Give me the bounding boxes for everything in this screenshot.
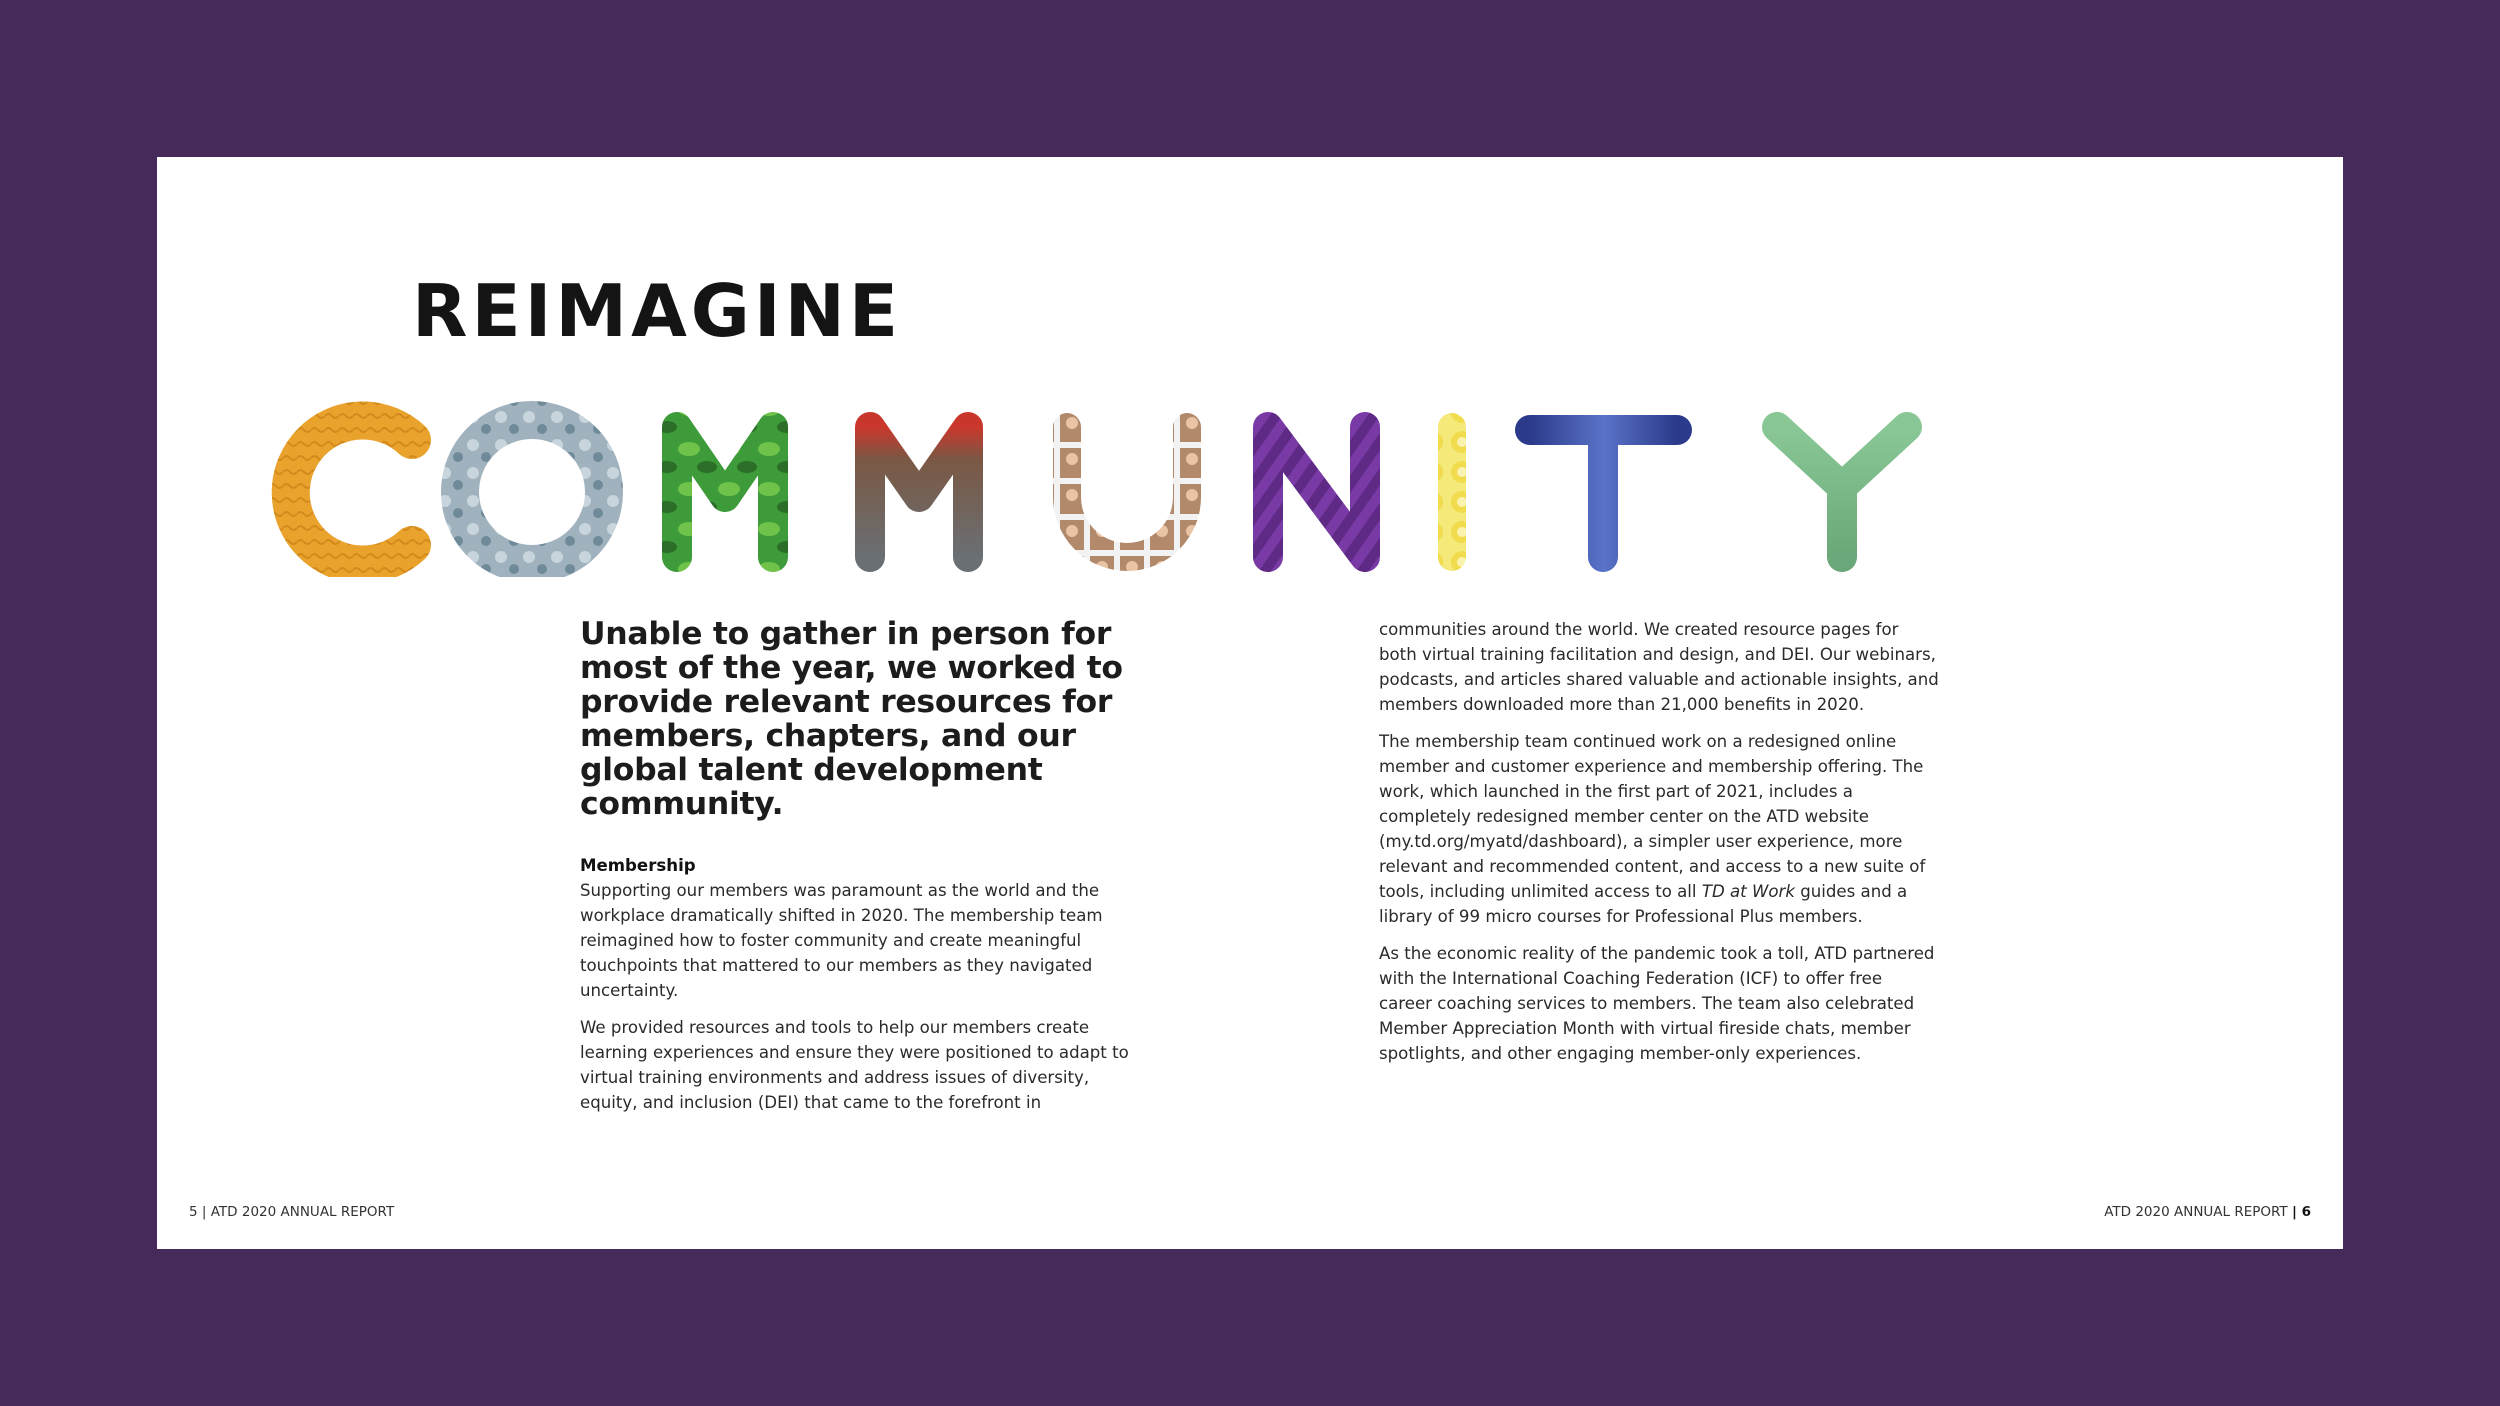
banner-letter-t	[1530, 430, 1677, 557]
right-paragraph-2	[1379, 729, 1939, 929]
right-paragraph-3: As the economic reality of the pandemic took a toll, ATD partnered with the International Coaching Federation (ICF) to offer free career coaching services to members. The team also celebrated Member Appreciation Month with virtual fireside chats, member spotlights, and other engaging member-only experiences.	[1379, 944, 1935, 1063]
td-at-work-title: TD at Work	[1701, 882, 1795, 901]
left-paragraph-1: Supporting our members was paramount as the world and the workplace dramatically shifted in 2020. The membership team reimagined how to foster community and create meaningful touchpoints that mattered to our members as they navigated uncertainty.	[580, 881, 1103, 1000]
banner-letter-u	[1067, 427, 1187, 557]
report-spread	[157, 157, 2343, 1249]
banner-letter-o	[460, 420, 604, 564]
right-paragraph-2-start: The membership team continued work on a redesigned online member and customer experience and membership offering. The work, which launched in the first part of 2021, includes a completely redesigned member center on the ATD website (my.td.org/myatd/dashboard), a simpler user experience, more relevant and recommended content, and access to a new suite of tools, including unlimited access to all	[1379, 732, 1926, 901]
banner-letter-m-brown	[870, 427, 968, 557]
footer-left	[189, 1204, 394, 1220]
right-paragraph-1: communities around the world. We created resource pages for both virtual training facilitation and design, and DEI. Our webinars, podcasts, and articles shared valuable and actionable insights, and members downloaded more than 21,000 benefits in 2020.	[1379, 620, 1939, 714]
right-page-number: | 6	[2291, 1204, 2311, 1220]
community-banner	[157, 157, 2343, 577]
banner-letter-c	[291, 421, 412, 565]
membership-heading: Membership	[580, 856, 696, 875]
banner-letter-m-green	[677, 427, 773, 557]
section-kicker: REIMAGINE	[412, 269, 903, 353]
right-column	[1379, 617, 1939, 1078]
left-column	[580, 853, 1140, 1127]
right-paragraph-2-end: guides and a library of 99 micro courses for Professional Plus members.	[1379, 882, 1908, 926]
left-footer-text: ATD 2020 ANNUAL REPORT	[210, 1204, 395, 1220]
footer-right	[2104, 1204, 2311, 1220]
left-paragraph-2: We provided resources and tools to help our members create learning experiences and ensure they were positioned to adapt to virtual training environments and address issues of diversity, equity, and inclusion (DEI) that came to the forefront in	[580, 1018, 1129, 1112]
left-page-number: 5 |	[189, 1204, 207, 1220]
right-footer-text: ATD 2020 ANNUAL REPORT	[2104, 1204, 2288, 1220]
banner-letter-y	[1777, 427, 1907, 557]
lede-statement: Unable to gather in person for most of the year, we worked to provide relevant resources for members, chapters, and our global talent development community.	[580, 616, 1123, 822]
banner-letter-n	[1268, 427, 1365, 557]
